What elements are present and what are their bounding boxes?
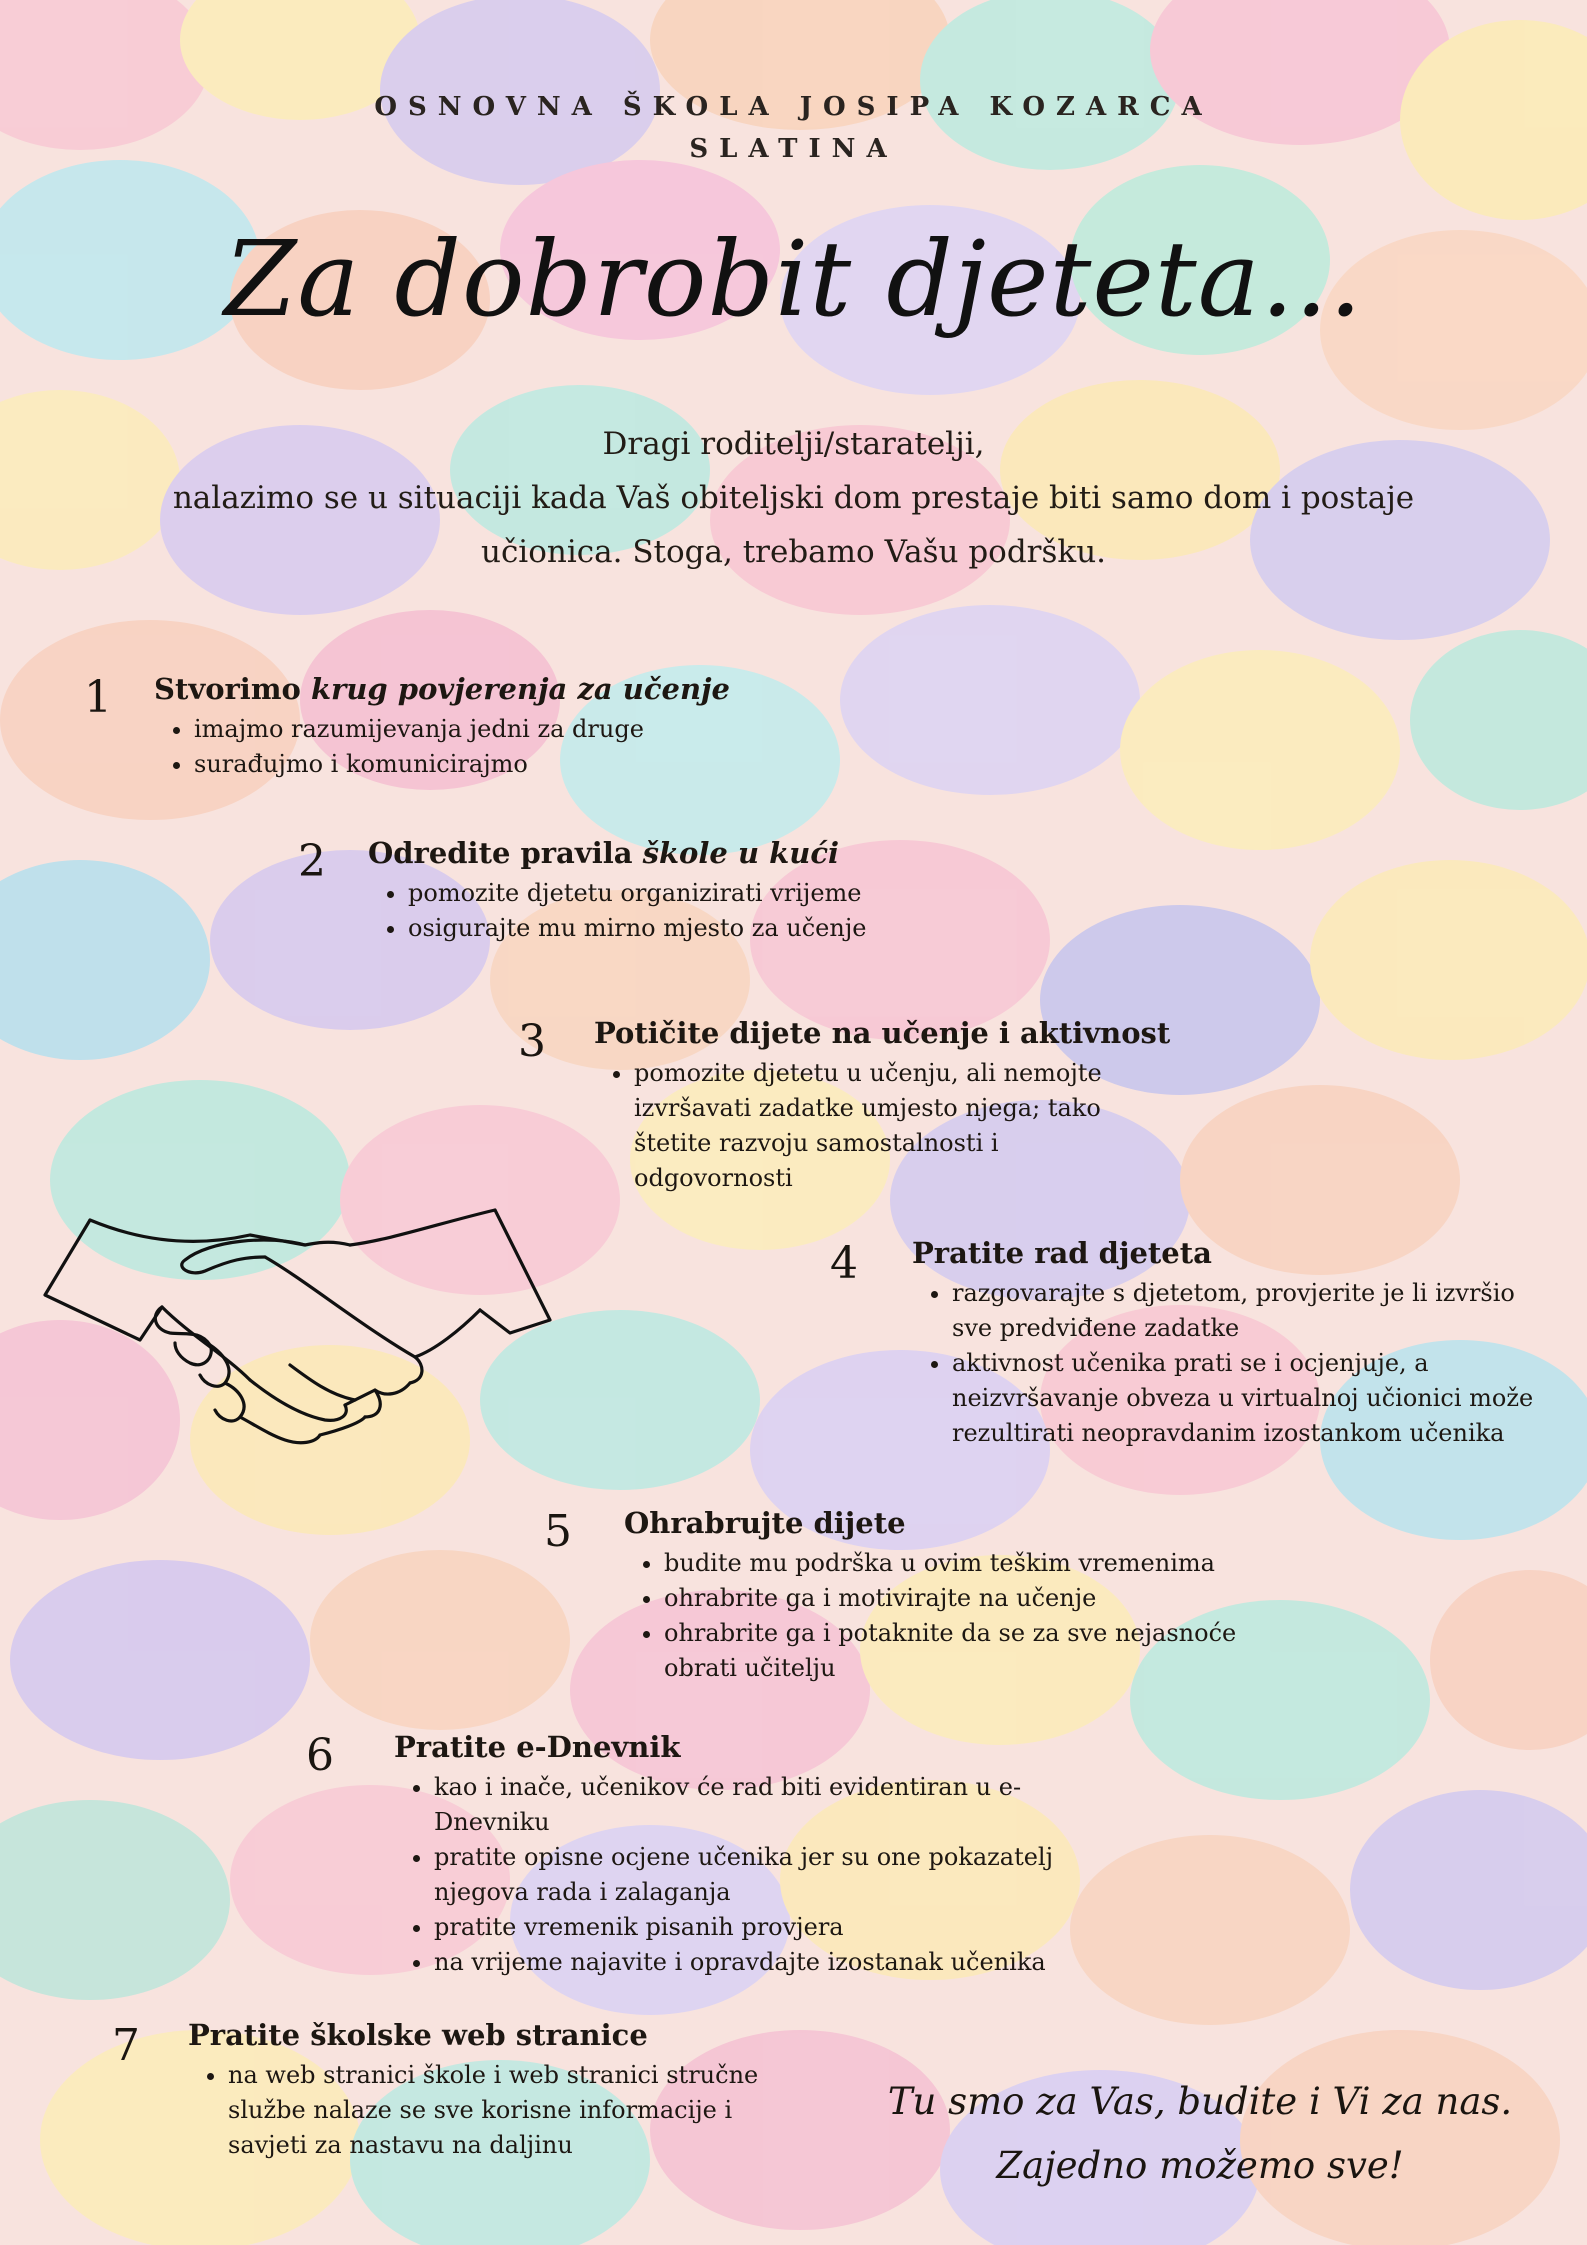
list-item: • ohrabrite ga i motivirajte na učenje: [664, 1581, 1254, 1616]
section-heading: Potičite dijete na učenje i aktivnost: [594, 1016, 1171, 1050]
section-list: [594, 1056, 1154, 1196]
section-heading: Pratite e-Dnevnik: [394, 1730, 681, 1764]
step-number: 4: [830, 1238, 858, 1289]
section-heading: Ohrabrujte dijete: [624, 1506, 906, 1540]
section-1: [154, 672, 754, 782]
list-item: • na vrijeme najavite i opravdajte izostanak učenika: [434, 1945, 1124, 1980]
section-3: [594, 1016, 1184, 1196]
section-heading: Pratite školske web stranice: [188, 2018, 648, 2052]
section-5: [624, 1506, 1244, 1686]
section-heading: Pratite rad djeteta: [912, 1236, 1212, 1270]
section-list: [624, 1546, 1254, 1686]
section-6: [394, 1730, 1174, 1980]
section-heading: Odredite pravila škole u kući: [368, 836, 839, 870]
list-item: • na web stranici škole i web stranici stručne službe nalaze se sve korisne informacije i savjeti za nastavu na daljinu: [228, 2058, 788, 2163]
list-item: • razgovarajte s djetetom, provjerite je li izvršio sve predviđene zadatke: [952, 1276, 1562, 1346]
section-7: [188, 2018, 788, 2163]
section-heading: Stvorimo krug povjerenja za učenje: [154, 672, 730, 706]
intro-text-line: učionica. Stoga, trebamo Vašu podršku.: [480, 534, 1107, 570]
school-name: OSNOVNA ŠKOLA JOSIPA KOZARCA: [374, 92, 1213, 122]
step-number: 6: [306, 1730, 334, 1781]
list-item: • osigurajte mu mirno mjesto za učenje: [408, 911, 988, 946]
list-item: • kao i inače, učenikov će rad biti evidentiran u e-Dnevniku: [434, 1770, 1124, 1840]
step-number: 3: [518, 1016, 546, 1067]
list-item: • pomozite djetetu organizirati vrijeme: [408, 876, 988, 911]
list-item: • surađujmo i komunicirajmo: [194, 747, 754, 782]
list-item: • imajmo razumijevanja jedni za druge: [194, 712, 754, 747]
section-list: [188, 2058, 788, 2163]
handshake-icon: [40, 1205, 560, 1460]
step-number: 7: [112, 2020, 140, 2071]
list-item: • ohrabrite ga i potaknite da se za sve nejasnoće obrati učitelju: [664, 1616, 1254, 1686]
step-number: 2: [298, 836, 326, 887]
list-item: • aktivnost učenika prati se i ocjenjuje, a neizvršavanje obveza u virtualnoj učionici može rezultirati neopravdanim izostankom učenika: [952, 1346, 1562, 1451]
intro-greeting: Dragi roditelji/staratelji,: [602, 426, 985, 462]
step-number: 1: [84, 672, 112, 723]
section-list: [368, 876, 988, 946]
closing-line: Zajedno možemo sve!: [996, 2144, 1404, 2187]
school-city: SLATINA: [689, 134, 898, 164]
section-4: [912, 1236, 1562, 1451]
list-item: • pomozite djetetu u učenju, ali nemojte izvršavati zadatke umjesto njega; tako štetite razvoju samostalnosti i odgovornosti: [634, 1056, 1154, 1196]
section-list: [394, 1770, 1124, 1980]
step-number: 5: [544, 1506, 572, 1557]
section-list: [154, 712, 754, 782]
closing-line: Tu smo za Vas, budite i Vi za nas.: [887, 2080, 1513, 2123]
list-item: • pratite vremenik pisanih provjera: [434, 1910, 1124, 1945]
list-item: • budite mu podrška u ovim teškim vremenima: [664, 1546, 1254, 1581]
section-2: [368, 836, 988, 946]
page-title: Za dobrobit djeteta...: [224, 218, 1363, 340]
intro-text-line: nalazimo se u situaciji kada Vaš obiteljski dom prestaje biti samo dom i postaje: [172, 480, 1415, 516]
list-item: • pratite opisne ocjene učenika jer su one pokazatelj njegova rada i zalaganja: [434, 1840, 1124, 1910]
section-list: [912, 1276, 1562, 1451]
